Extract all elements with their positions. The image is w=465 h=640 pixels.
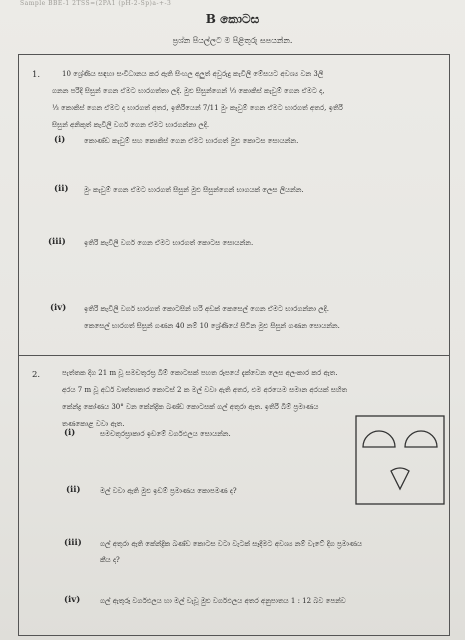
q2-sub-iii-label: (iii) [64,538,82,548]
q2-sub-i-text: සමචතුරස්‍රාකාර ඉඩමේ වර්ගඵලය සොයන්න. [100,430,231,438]
part-title: B කොටස [205,12,260,26]
q1-sub-i-text: කොණ්ඩ කැවුම් සහ කොකිස් ගෙන ඒමට භාරගත් මුළු කොටස සොයන්න. [84,137,299,145]
semicircle-left [363,431,395,447]
q2-sub-iii-line-1: ගල් අතුරා ඇති කේන්ද්‍රික ඛණ්ඩ කොටස වටා වැටක් සෑදීමට අවශ්‍ය නම් වැටේ දිග ප්‍රමාණය [100,540,363,548]
q2-line-3: කේන්ද්‍ර කෝණය 30° වන කේන්ද්‍රික ඛණ්ඩ කොටසක් ගල් අතුරා ඇත. ඉතිරි බිම් ප්‍රමාණය [62,403,319,411]
q1-sub-iv-line-2: කෙසෙල් භාරගත් සිසුන් ගණන 40 නම් 10 ශ්‍රේණියේ සිටින මුළු සිසුන් ගණන සොයන්න. [84,322,340,330]
q1-sub-iii-label: (iii) [48,237,66,247]
q2-sub-i-label: (i) [64,428,76,438]
q1-line-2: ගනන පරිදි සිසුන් ගෙන ඒමට භාරගත්තා ලදි. මුළු සිසුන්ගෙන් ⅓ කොකිස් කැවුම් ගෙන ඒමට ද, [52,87,325,95]
q2-line-1: පැත්තක දිග 21 m වූ සමචතුරස්‍ර බිම් කොටසක් පහත රූපයේ දැක්වෙන ලෙස අලංකාර කර ඇත. [62,369,338,377]
sector-shape [391,468,409,489]
q2-sub-iv-text: ගල් ඇතුරූ වර්ගඵලය හා මල් වැවූ මුළු වර්ගඵලය අතර අනුපාතය 1 : 12 බව පෙන්ව [100,597,346,605]
instructions-subtitle: ප්‍රශ්න පියල්ලට ම පිළිතුරු සපයන්න. [172,36,293,45]
q1-sub-iii-text: ඉතිරි කැවිලි වර්ග ගෙන ඒමට භාරගත් කොටස සොයන්න. [84,239,254,247]
faint-header-text: Sample BBE-1 2TSS=(2PA1 (pH-2-Sp)a-+-3 [20,0,172,7]
q1-number: 1. [32,70,41,80]
question-divider [18,355,450,356]
square-plot-figure [355,415,445,505]
q2-number: 2. [32,370,41,380]
q1-line-4: සිසුන් අනිකුත් කැවිලි වර්ග ගෙන ඒමට භාරගන්නා ලදි. [52,121,210,129]
q1-sub-i-label: (i) [54,135,66,145]
semicircle-right [405,431,437,447]
q2-sub-iii-line-2: කීය ද? [100,556,120,564]
q1-line-3: ⅓ කොකිස් ගෙන ඒමට ද භාරගත් අතර, ඉතිරියෙන් 7/11 මුං කැවුම් ගෙන ඒමට භාරගත් අතර, ඉතිරි [52,104,343,112]
q2-line-4: තණකොළ වවා ඇත. [62,420,125,428]
q1-sub-ii-label: (ii) [54,184,69,194]
q1-sub-iv-line-1: ඉතිරි කැවිලි වර්ග භාරගත් කොටසින් හරි අඩක් කෙසෙල් ගෙන ඒමට භාරගන්නා ලදි. [84,305,329,313]
q1-sub-iv-label: (iv) [50,303,67,313]
q2-sub-ii-text: මල් වවා ඇති මුළු ඉඩම් ප්‍රමාණය කොපමණ ද? [100,487,237,495]
q2-sub-iv-label: (iv) [64,595,81,605]
q2-line-2: අරය 7 m වූ අර්ධ වෘත්තාකාර කොටස් 2 ක මල් වවා ඇති අතර, එම අරයෙම සමාන අරයක් සහිත [62,386,348,394]
q2-sub-ii-label: (ii) [66,485,81,495]
square-plot-outline [356,416,444,504]
q1-line-1: 10 ශ්‍රේණිය සඳහා සංවිධානය කර ඇති සිංහල අලුත් අවුරුදු කැවිලි මේසයට අවශ්‍ය වන 3ලි [62,70,324,78]
q1-sub-ii-text: මුං කැවුම් ගෙන ඒමට භාරගත් සිසුන් මුළු සිසුන්ගෙන් භාගයක් ලෙස ලියන්න. [84,186,304,194]
